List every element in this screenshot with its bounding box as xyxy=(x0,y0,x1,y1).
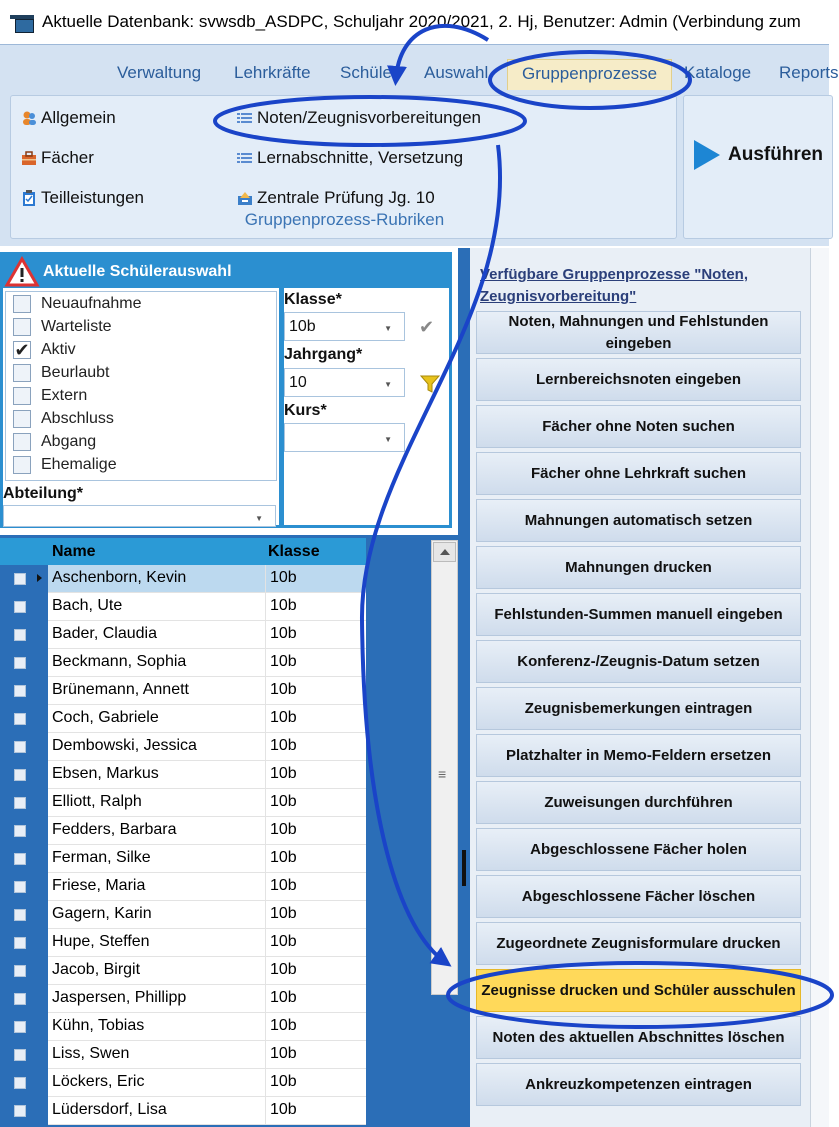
chevron-down-icon: ▼ xyxy=(384,380,392,389)
rubrik-faecher-label: Fächer xyxy=(41,148,94,167)
app-icon xyxy=(10,11,34,33)
row-marker xyxy=(0,593,48,621)
table-row[interactable] xyxy=(0,1097,366,1125)
tab-lehrkraefte[interactable]: Lehrkräfte xyxy=(234,63,311,82)
checkbox[interactable] xyxy=(13,364,31,382)
klasse-value: 10b xyxy=(289,318,316,335)
chevron-down-icon: ▼ xyxy=(255,514,263,523)
cell-klasse: 10b xyxy=(265,817,366,845)
row-checkbox[interactable] xyxy=(14,965,26,977)
row-checkbox[interactable] xyxy=(14,993,26,1005)
row-checkbox[interactable] xyxy=(14,573,26,585)
checkbox[interactable] xyxy=(13,295,31,313)
cell-name: Brünemann, Annett xyxy=(48,677,265,705)
gruppenprozess-button[interactable]: Zugeordnete Zeugnisformulare drucken xyxy=(476,922,801,965)
row-checkbox[interactable] xyxy=(14,1105,26,1117)
row-checkbox[interactable] xyxy=(14,881,26,893)
row-marker xyxy=(0,817,48,845)
gruppenprozess-button[interactable]: Zeugnisbemerkungen eintragen xyxy=(476,687,801,730)
gruppenprozess-button[interactable]: Fächer ohne Noten suchen xyxy=(476,405,801,448)
gruppenprozess-button[interactable]: Fächer ohne Lehrkraft suchen xyxy=(476,452,801,495)
table-row[interactable] xyxy=(0,761,366,789)
cell-klasse: 10b xyxy=(265,985,366,1013)
row-marker xyxy=(0,1069,48,1097)
table-row[interactable] xyxy=(0,621,366,649)
cell-klasse: 10b xyxy=(265,649,366,677)
cell-klasse: 10b xyxy=(265,957,366,985)
grid-header xyxy=(0,538,366,567)
cell-name: Beckmann, Sophia xyxy=(48,649,265,677)
cell-klasse: 10b xyxy=(265,873,366,901)
table-row[interactable] xyxy=(0,733,366,761)
jahrgang-select[interactable] xyxy=(284,368,405,397)
tab-kataloge[interactable]: Kataloge xyxy=(684,63,752,82)
chevron-down-icon: ▼ xyxy=(384,435,392,444)
status-beurlaubt[interactable] xyxy=(6,361,276,384)
row-checkbox[interactable] xyxy=(14,825,26,837)
row-checkbox[interactable] xyxy=(14,629,26,641)
gruppenprozess-rubriken-group xyxy=(10,95,677,239)
cell-name: Hupe, Steffen xyxy=(48,929,265,957)
cell-klasse: 10b xyxy=(265,1097,366,1125)
row-marker xyxy=(0,565,48,593)
status-neuaufnahme[interactable] xyxy=(6,292,276,315)
cell-klasse: 10b xyxy=(265,845,366,873)
klasse-label: Klasse* xyxy=(284,291,342,308)
gruppenprozess-button[interactable]: Zeugnisse drucken und Schüler ausschulen xyxy=(476,969,801,1012)
row-marker xyxy=(0,705,48,733)
row-marker xyxy=(0,957,48,985)
warning-icon xyxy=(5,257,39,287)
row-marker xyxy=(0,1013,48,1041)
cell-klasse: 10b xyxy=(265,1041,366,1069)
abteilung-select[interactable] xyxy=(3,505,276,527)
gruppenprozess-button[interactable]: Mahnungen drucken xyxy=(476,546,801,589)
table-row[interactable] xyxy=(0,649,366,677)
cell-name: Gagern, Karin xyxy=(48,901,265,929)
table-row[interactable] xyxy=(0,705,366,733)
table-row[interactable] xyxy=(0,789,366,817)
table-row[interactable] xyxy=(0,1041,366,1069)
cell-name: Coch, Gabriele xyxy=(48,705,265,733)
ausfuehren-label: Ausführen xyxy=(728,144,823,165)
table-row[interactable] xyxy=(0,677,366,705)
cell-name: Bader, Claudia xyxy=(48,621,265,649)
cell-klasse: 10b xyxy=(265,705,366,733)
status-label: Neuaufnahme xyxy=(41,294,142,312)
status-label: Abschluss xyxy=(41,409,114,427)
gruppenprozess-button[interactable]: Platzhalter in Memo-Feldern ersetzen xyxy=(476,734,801,777)
checkbox[interactable] xyxy=(13,318,31,336)
tab-schueler[interactable]: Schüler xyxy=(340,63,398,82)
kurs-label: Kurs* xyxy=(284,402,327,419)
row-marker xyxy=(0,789,48,817)
gruppenprozess-button[interactable]: Ankreuzkompetenzen eintragen xyxy=(476,1063,801,1106)
rubrik-zentrale-pruefung[interactable] xyxy=(237,188,435,208)
tab-gruppenprozesse[interactable]: Gruppenprozesse xyxy=(507,59,672,90)
table-row[interactable] xyxy=(0,985,366,1013)
row-marker xyxy=(0,1041,48,1069)
row-marker xyxy=(0,929,48,957)
rubrik-teilleistungen[interactable] xyxy=(21,188,144,208)
cell-name: Aschenborn, Kevin xyxy=(48,565,265,593)
row-checkbox[interactable] xyxy=(14,601,26,613)
right-edge xyxy=(810,248,829,1127)
table-row[interactable] xyxy=(0,873,366,901)
cell-klasse: 10b xyxy=(265,789,366,817)
status-label: Ehemalige xyxy=(41,455,117,473)
gruppenprozess-button[interactable]: Fehlstunden-Summen manuell eingeben xyxy=(476,593,801,636)
cell-name: Fedders, Barbara xyxy=(48,817,265,845)
rubrik-teilleistungen-label: Teilleistungen xyxy=(41,188,145,207)
table-row[interactable] xyxy=(0,1013,366,1041)
ribbon-tabs xyxy=(0,53,839,97)
jahrgang-label: Jahrgang* xyxy=(284,346,363,363)
gruppenprozess-button[interactable]: Lernbereichsnoten eingeben xyxy=(476,358,801,401)
row-checkbox[interactable] xyxy=(14,937,26,949)
scroll-up-button[interactable] xyxy=(433,542,456,562)
cell-klasse: 10b xyxy=(265,593,366,621)
row-checkbox[interactable] xyxy=(14,797,26,809)
rubrik-noten-zeugnisvorbereitungen[interactable] xyxy=(237,108,481,128)
row-checkbox[interactable] xyxy=(14,685,26,697)
status-label: Beurlaubt xyxy=(41,363,110,381)
table-row[interactable] xyxy=(0,901,366,929)
row-checkbox[interactable] xyxy=(14,1021,26,1033)
gruppenprozess-button[interactable]: Mahnungen automatisch setzen xyxy=(476,499,801,542)
row-marker xyxy=(0,901,48,929)
briefcase-icon xyxy=(21,150,37,166)
rubrik-allgemein[interactable] xyxy=(21,108,116,128)
tab-reports[interactable]: Reports xyxy=(779,63,839,82)
tab-auswahl[interactable]: Auswahl xyxy=(424,63,489,82)
status-list xyxy=(5,291,277,481)
status-label: Warteliste xyxy=(41,317,112,335)
schuelerauswahl-panel xyxy=(0,252,452,528)
cell-name: Löckers, Eric xyxy=(48,1069,265,1097)
title-bar xyxy=(0,0,829,44)
cell-name: Bach, Ute xyxy=(48,593,265,621)
row-checkbox[interactable] xyxy=(14,713,26,725)
cell-name: Kühn, Tobias xyxy=(48,1013,265,1041)
checkbox[interactable] xyxy=(13,387,31,405)
gruppenprozesse-title: Verfügbare Gruppenprozesse "Noten, Zeugnisvorbereitung" xyxy=(480,266,749,305)
row-checkbox[interactable] xyxy=(14,769,26,781)
row-marker xyxy=(0,1097,48,1125)
ribbon xyxy=(0,44,839,246)
cell-klasse: 10b xyxy=(265,1013,366,1041)
checkbox[interactable] xyxy=(13,410,31,428)
check-icon[interactable]: ✔ xyxy=(419,317,435,337)
row-checkbox[interactable] xyxy=(14,909,26,921)
table-row[interactable] xyxy=(0,957,366,985)
row-checkbox[interactable] xyxy=(14,1077,26,1089)
chevron-down-icon: ▼ xyxy=(384,324,392,333)
cell-klasse: 10b xyxy=(265,621,366,649)
list-icon xyxy=(237,110,253,126)
run-group xyxy=(683,95,833,239)
cell-name: Dembowski, Jessica xyxy=(48,733,265,761)
gruppenprozess-button[interactable]: Konferenz-/Zeugnis-Datum setzen xyxy=(476,640,801,683)
abteilung-label: Abteilung* xyxy=(3,485,83,502)
rubrik-lernabschnitte-label: Lernabschnitte, Versetzung xyxy=(257,148,464,167)
rubrik-noten-label: Noten/Zeugnisvorbereitungen xyxy=(257,108,481,127)
play-icon xyxy=(694,140,720,170)
clipboard-icon xyxy=(21,190,37,206)
table-row[interactable] xyxy=(0,929,366,957)
window-title: Aktuelle Datenbank: svwsdb_ASDPC, Schuljahr 2020/2021, 2. Hj, Benutzer: Admin (Verbindung zum xyxy=(42,12,801,31)
gruppenprozess-button[interactable]: Noten, Mahnungen und Fehlstunden eingeben xyxy=(476,311,801,354)
tab-verwaltung[interactable]: Verwaltung xyxy=(117,63,202,82)
cell-name: Liss, Swen xyxy=(48,1041,265,1069)
table-row[interactable] xyxy=(0,593,366,621)
row-marker xyxy=(0,985,48,1013)
row-pointer-icon xyxy=(37,574,42,582)
cell-name: Elliott, Ralph xyxy=(48,789,265,817)
row-checkbox[interactable] xyxy=(14,1049,26,1061)
cell-name: Ferman, Silke xyxy=(48,845,265,873)
schuelerauswahl-header xyxy=(3,255,449,288)
column-name[interactable]: Name xyxy=(52,543,96,560)
cell-name: Ebsen, Markus xyxy=(48,761,265,789)
scroll-grip-icon[interactable]: ≡ xyxy=(438,766,447,782)
kurs-select[interactable] xyxy=(284,423,405,452)
gruppenprozess-button[interactable]: Noten des aktuellen Abschnittes löschen xyxy=(476,1016,801,1059)
cell-klasse: 10b xyxy=(265,733,366,761)
row-marker xyxy=(0,845,48,873)
ausfuehren-button[interactable] xyxy=(694,140,823,170)
cell-name: Friese, Maria xyxy=(48,873,265,901)
klasse-select[interactable] xyxy=(284,312,405,341)
gruppenprozess-button[interactable]: Abgeschlossene Fächer holen xyxy=(476,828,801,871)
status-label: Extern xyxy=(41,386,88,404)
status-warteliste[interactable] xyxy=(6,315,276,338)
cell-klasse: 10b xyxy=(265,929,366,957)
table-row[interactable] xyxy=(0,565,366,593)
exam-icon xyxy=(237,190,253,206)
rubrik-faecher[interactable] xyxy=(21,148,94,168)
checkbox[interactable] xyxy=(13,456,31,474)
status-abschluss[interactable] xyxy=(6,407,276,430)
users-icon xyxy=(21,110,37,126)
cell-name: Jacob, Birgit xyxy=(48,957,265,985)
cell-klasse: 10b xyxy=(265,761,366,789)
cell-klasse: 10b xyxy=(265,565,366,593)
row-marker xyxy=(0,649,48,677)
row-marker xyxy=(0,733,48,761)
row-checkbox[interactable] xyxy=(14,853,26,865)
list-icon xyxy=(237,150,253,166)
cell-name: Jaspersen, Phillipp xyxy=(48,985,265,1013)
row-marker xyxy=(0,621,48,649)
checkbox-checked[interactable]: ✔ xyxy=(14,339,30,360)
status-label: Aktiv xyxy=(41,340,76,358)
table-row[interactable] xyxy=(0,1069,366,1097)
checkbox[interactable] xyxy=(13,433,31,451)
rubrik-allgemein-label: Allgemein xyxy=(41,108,116,127)
row-marker xyxy=(0,677,48,705)
cell-klasse: 10b xyxy=(265,901,366,929)
table-row[interactable] xyxy=(0,817,366,845)
row-checkbox[interactable] xyxy=(14,657,26,669)
status-ehemalige[interactable] xyxy=(6,453,276,476)
group-caption: Gruppenprozess-Rubriken xyxy=(244,210,445,229)
status-label: Abgang xyxy=(41,432,97,450)
rubrik-lernabschnitte[interactable] xyxy=(237,148,463,168)
funnel-icon[interactable] xyxy=(419,373,441,395)
row-checkbox[interactable] xyxy=(14,741,26,753)
splitter-grip[interactable] xyxy=(462,850,466,886)
cell-klasse: 10b xyxy=(265,1069,366,1097)
status-extern[interactable] xyxy=(6,384,276,407)
cell-name: Lüdersdorf, Lisa xyxy=(48,1097,265,1125)
row-marker xyxy=(0,761,48,789)
status-aktiv[interactable] xyxy=(6,338,276,361)
jahrgang-value: 10 xyxy=(289,374,307,391)
gruppenprozess-button[interactable]: Zuweisungen durchführen xyxy=(476,781,801,824)
column-klasse[interactable]: Klasse xyxy=(268,543,320,560)
table-row[interactable] xyxy=(0,845,366,873)
status-abgang[interactable] xyxy=(6,430,276,453)
row-marker xyxy=(0,873,48,901)
schuelerauswahl-title: Aktuelle Schülerauswahl xyxy=(43,262,232,280)
gruppenprozesse-pane xyxy=(470,248,829,1127)
gruppenprozess-button[interactable]: Abgeschlossene Fächer löschen xyxy=(476,875,801,918)
pane-splitter[interactable] xyxy=(458,248,470,1127)
rubrik-pruefung-label: Zentrale Prüfung Jg. 10 xyxy=(257,188,435,207)
cell-klasse: 10b xyxy=(265,677,366,705)
